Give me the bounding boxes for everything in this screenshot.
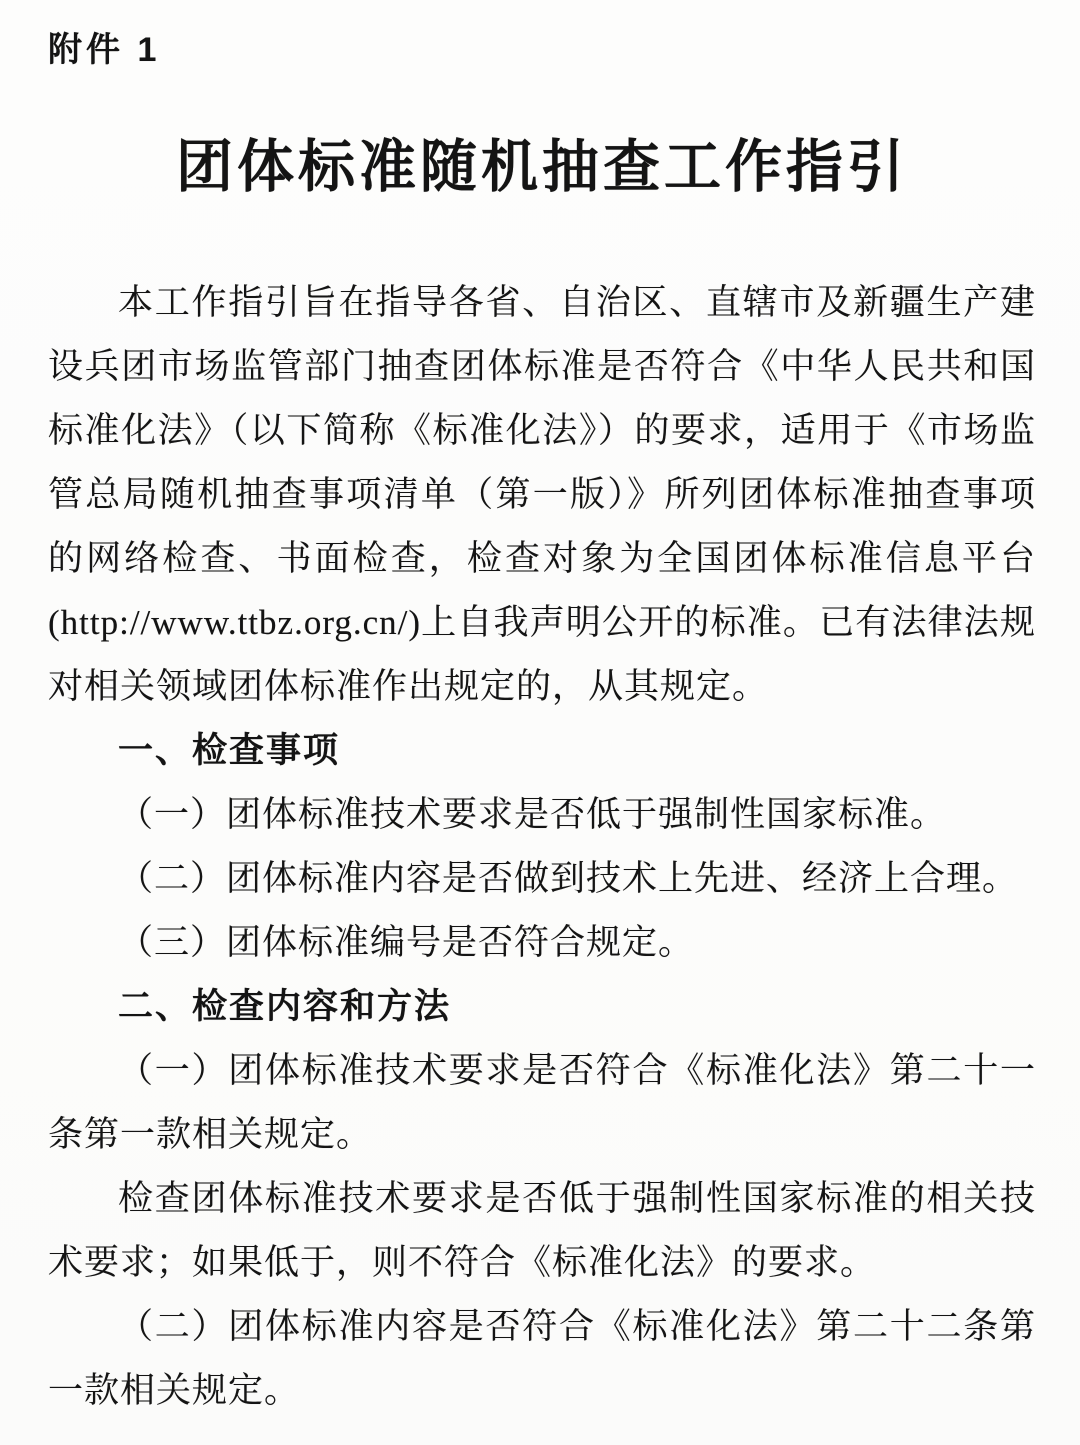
list-item-2-1: （一）团体标准技术要求是否符合《标准化法》第二十一条第一款相关规定。	[48, 1050, 1036, 1154]
list-item-2-2: （二）团体标准内容是否符合《标准化法》第二十二条第一款相关规定。	[48, 1306, 1036, 1410]
paragraph-method-detail: 检查团体标准技术要求是否低于强制性国家标准的相关技术要求；如果低于，则不符合《标准化法》的要求。	[48, 1178, 1036, 1282]
list-item-1-1: （一）团体标准技术要求是否低于强制性国家标准。	[118, 794, 947, 834]
section-heading-inspection-content-methods: 二、检查内容和方法	[118, 986, 452, 1026]
list-item-1-3: （三）团体标准编号是否符合规定。	[118, 922, 695, 962]
section-heading-inspection-items: 一、检查事项	[118, 730, 341, 770]
paragraph-intro: 本工作指引旨在指导各省、自治区、直辖市及新疆生产建设兵团市场监管部门抽查团体标准是否符合《中华人民共和国标准化法》（以下简称《标准化法》）的要求，适用于《市场监管总局随机抽查事项清单（第一版）》所列团体标准抽查事项的网络检查、书面检查，检查对象为全国团体标准信息平台(http://www.ttbz.org.cn/)上自我声明公开的标准。已有法律法规对相关领域团体标准作出规定的，从其规定。	[48, 282, 1036, 706]
list-item-1-2: （二）团体标准内容是否做到技术上先进、经济上合理。	[118, 858, 1019, 898]
document-title: 团体标准随机抽查工作指引	[176, 136, 908, 200]
attachment-label: 附件 1	[48, 31, 161, 69]
